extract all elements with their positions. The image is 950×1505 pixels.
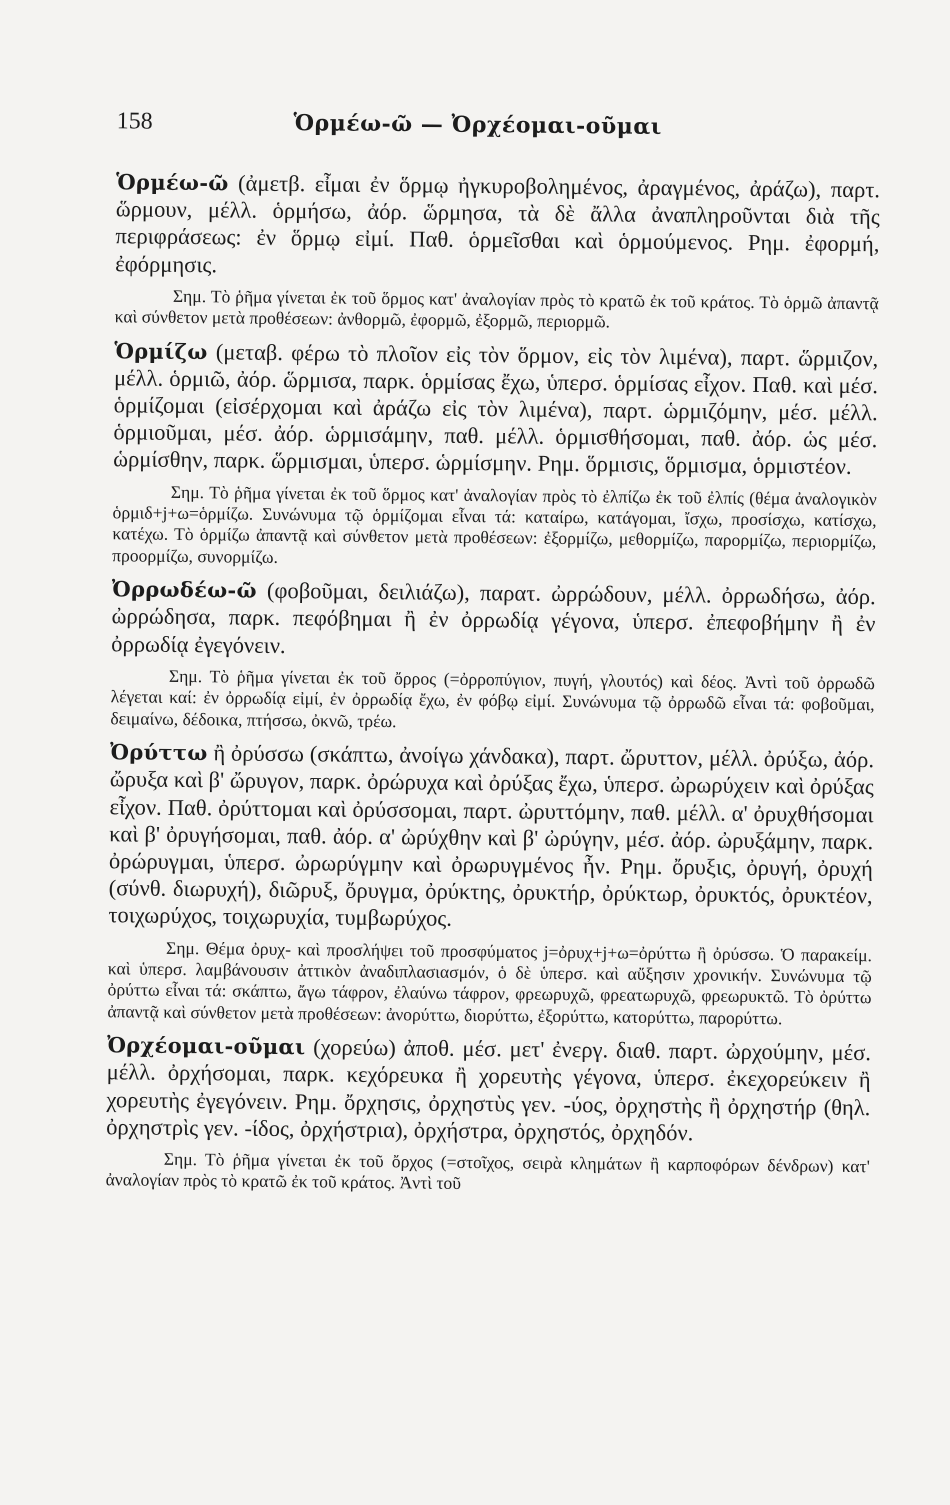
entry-headword: Ὀρύττω <box>109 739 208 766</box>
entry-note: Σημ. Τὸ ῥῆμα γίνεται ἐκ τοῦ ὄρχος (=στοῖχος, σειρὰ κλημάτων ἢ καρποφόρων δένδρων) κατ' ἀναλογίαν πρὸς τὸ κρατῶ ἐκ τοῦ κράτος. Ἀντὶ τοῦ <box>105 1148 870 1194</box>
entry-note: Σημ. Θέμα ὀρυχ- καὶ προσλήψει τοῦ προσφύματος j=ὀρυχ+j+ω=ὀρύττω ἢ ὀρύσσω. Ὁ παρακείμ. καὶ ὑπερσ. λαμβάνουσιν ἀττικὸν ἀναδιπλασιασμόν, ὁ δὲ ὑπερσ. καὶ αὔξησιν χρονικήν. Συνώνυμα τῷ ὀρύττω εἶναι τά: σκάπτω, ἄγω τάφρον, ἐλαύνω τάφρον, φρεωρυχῶ, φρεατωρυχῶ, φρεωρυκτῶ. Τὸ ὀρύττω ἀπαντᾷ καὶ σύνθετον μετὰ προθέσεων: ἀνορύττω, διορύττω, ἐξορύττω, κατορύττω, παρορύττω. <box>107 937 873 1029</box>
dictionary-entry <box>111 575 876 665</box>
dictionary-entry <box>113 337 878 481</box>
page-header <box>116 108 878 156</box>
entry-headword: Ὀρχέομαι-οῦμαι <box>106 1032 306 1060</box>
entry-text: (χορεύω) ἀποθ. μέσ. μετ' ἐνεργ. διαθ. παρτ. ὠρχούμην, μέσ. μέλλ. ὀρχήσομαι, παρκ. κεχόρευκα ἢ χορευτὴς γέγονα, ὑπερσ. ἐκεχορεύκειν ἢ χορευτὴς ἐγεγόνειν. Ρημ. ὄρχησις, ὀρχηστὺς γεν. -ύος, ὀρχηστὴς ἢ ὀρχηστήρ (θηλ. ὀρχηστρὶς γεν. -ίδος, ὀρχήστρια), ὀρχήστρα, ὀρχηστός, ὀρχηδόν. <box>106 1034 872 1146</box>
entry-headword: Ὁρμίζω <box>114 337 208 364</box>
entry-note: Σημ. Τὸ ῥῆμα γίνεται ἐκ τοῦ ὄρρος (=ὀρροπύγιον, πυγή, γλουτός) καὶ δέος. Ἀντὶ τοῦ ὀρρωδῶ λέγεται καί: ἐν ὀρρωδίᾳ εἰμί, ἐν ὀρρωδίᾳ ἔχω, ἐν φόβῳ εἰμί. Συνώνυμα τῷ ὀρρωδῶ εἶναι τά: φοβοῦμαι, δειμαίνω, δέδοικα, πτήσσω, ὀκνῶ, τρέω. <box>110 665 875 731</box>
page-number: 158 <box>116 108 153 135</box>
entry-note: Σημ. Τὸ ῥῆμα γίνεται ἐκ τοῦ ὅρμος κατ' ἀναλογίαν πρὸς τὸ ἐλπίζω ἐκ τοῦ ἐλπίς (θέμα ἀναλογικὸν ὁρμιδ+j+ω=ὁρμίζω. Συνώνυμα τῷ ὁρμίζομαι εἶναι τά: καταίρω, κατάγομαι, ἴσχω, προσίσχω, κατίσχω, κατέχω. Τὸ ὁρμίζω ἀπαντᾷ καὶ σύνθετον μετὰ προθέσεων: ἐξορμίζω, μεθορμίζω, παρορμίζω, περιορμίζω, προορμίζω, συνορμίζω. <box>112 481 877 567</box>
dictionary-entry <box>106 1031 871 1148</box>
entry-text: (μεταβ. φέρω τὸ πλοῖον εἰς τὸν ὅρμον, εἰς τὸν λιμένα), παρτ. ὥρμιζον, μέλλ. ὁρμιῶ, ἀόρ. ὥρμισα, παρκ. ὁρμίσας ἔχω, ὑπερσ. ὁρμίσας εἶχον. Παθ. καὶ μέσ. ὁρμίζομαι (εἰσέρχομαι καὶ ἀράζω εἰς τὸν λιμένα), παρτ. ὡρμιζόμην, μέσ. μέλλ. ὁρμιοῦμαι, μέσ. ἀόρ. ὡρμισάμην, παθ. μέλλ. ὁρμισθήσομαι, παθ. ἀόρ. ὡς μέσ. ὡρμίσθην, παρκ. ὥρμισμαι, ὑπερσ. ὡρμίσμην. Ρημ. ὅρμισις, ὅρμισμα, ὁρμιστέον. <box>113 338 879 480</box>
entry-text: ἢ ὀρύσσω (σκάπτω, ἀνοίγω χάνδακα), παρτ. ὤρυττον, μέλλ. ὀρύξω, ἀόρ. ὤρυξα καὶ β' ὤρυγον, παρκ. ὀρώρυχα καὶ ὀρύξας ἔχω, ὑπερσ. ὠρωρύχειν καὶ ὀρύξας εἶχον. Παθ. ὀρύττομαι καὶ ὀρύσσομαι, παρτ. ὠρυττόμην, παθ. μέλλ. α' ὀρυχθήσομαι καὶ β' ὀρυγήσομαι, παθ. ἀόρ. α' ὠρύχθην καὶ β' ὠρύγην, μέσ. ἀόρ. ὠρυξάμην, παρκ. ὀρώρυγμαι, ὑπερσ. ὠρωρύγμην καὶ ὀρωρυγμένος ἦν. Ρημ. ὄρυξις, ὀρυγή, ὀρυχή (σύνθ. διωρυχή), διῶρυξ, ὄρυγμα, ὀρύκτης, ὀρυκτήρ, ὀρύκτωρ, ὀρυκτός, ὀρυκτέον, τοιχωρύχος, τοιχωρυχία, τυμβωρύχος. <box>108 740 875 932</box>
entry-headword: Ὁρμέω-ῶ <box>115 169 229 196</box>
dictionary-entry <box>115 168 880 285</box>
entry-text: (φοβοῦμαι, δειλιάζω), παρατ. ὠρρώδουν, μέλλ. ὀρρωδήσω, ἀόρ. ὠρρώδησα, παρκ. πεφόβημαι ἢ ἐν ὀρρωδίᾳ γέγονα, ὑπερσ. ἐπεφοβήμην ἢ ἐν ὀρρωδίᾳ ἐγεγόνειν. <box>111 578 876 658</box>
page-body <box>105 168 880 1208</box>
running-title: Ὁρμέω-ῶ — Ὀρχέομαι-οῦμαι <box>293 110 663 140</box>
dictionary-entry <box>108 738 874 936</box>
entry-text: (ἀμετβ. εἶμαι ἐν ὅρμῳ ἠγκυροβολημένος, ἀραγμένος, ἀράζω), παρτ. ὥρμουν, μέλλ. ὁρμήσω, ἀόρ. ὥρμησα, τὰ δὲ ἄλλα ἀναπληροῦνται διὰ τῆς περιφράσεως: ἐν ὅρμῳ εἰμί. Παθ. ὁρμεῖσθαι καὶ ὁρμούμενος. Ρημ. ἐφορμή, ἐφόρμησις. <box>115 170 881 277</box>
entry-headword: Ὀρρωδέω-ῶ <box>111 576 257 604</box>
entry-note: Σημ. Τὸ ῥῆμα γίνεται ἐκ τοῦ ὅρμος κατ' ἀναλογίαν πρὸς τὸ κρατῶ ἐκ τοῦ κράτος. Τὸ ὁρμῶ ἀπαντᾷ καὶ σύνθετον μετὰ προθέσεων: ἀνθορμῶ, ἐφορμῶ, ἐξορμῶ, περιορμῶ. <box>114 285 879 332</box>
